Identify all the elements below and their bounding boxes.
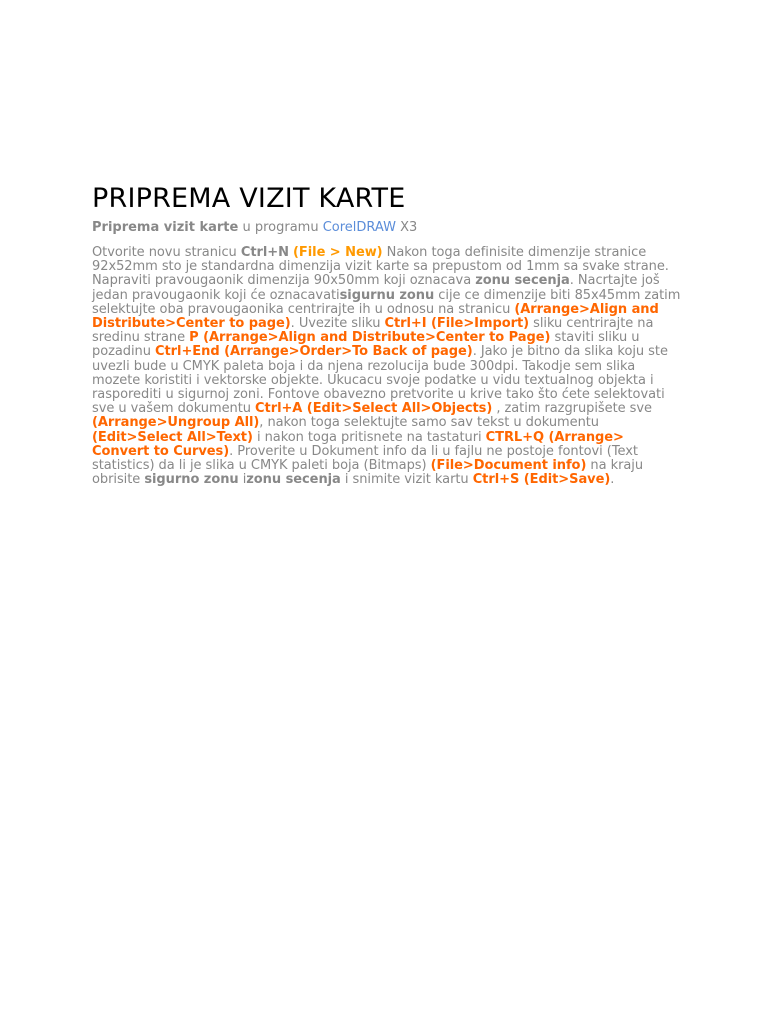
subtitle-mid: u programu [238,220,323,235]
body-text-run: Otvorite novu stranicu [92,245,241,260]
body-text-run: i snimite vizit kartu [340,472,473,488]
coreldraw-link[interactable]: CorelDRAW [322,220,396,235]
shortcut-highlight: Ctrl+End (Arrange>Order>To Back of page) [155,344,473,360]
body-paragraph [92,246,682,487]
document-page [92,181,682,487]
shortcut-highlight: Ctrl+I (File>Import) [384,316,530,332]
subtitle-bold: Priprema vizit karte [92,220,239,235]
body-text-run: staviti sliku u pozadinu [92,330,640,360]
shortcut-highlight: (Arrange>Ungroup All) [92,415,260,431]
body-text-run: . Jako je bitno da slika koju ste uvezli bude u CMYK paleta boja i da njena rezolucija bude 300dpi. Takodje sem slika mozete koristiti i vektorske objekte. Ukucacu svoje podatke u vidu textualnog objekta i rasporediti u sigurnoj zoni. Fontove obavezno pretvorite u krive tako što ćete selektovati sve u vašem dokumentu [92,344,668,417]
page-title: PRIPREMA VIZIT KARTE [92,183,406,214]
bold-text: zonu secenja [475,273,570,289]
bold-text: Ctrl+N [240,245,289,260]
body-text-run: . Uvezite sliku [290,316,385,332]
subtitle-end: X3 [395,220,418,235]
shortcut-highlight: (Edit>Select All>Text) [92,429,253,445]
body-text-run: . Nacrtajte još jedan pravougaonik koji će oznacavati [92,273,660,303]
shortcut-highlight: P (Arrange>Align and Distribute>Center to Page) [189,330,551,346]
body-text-run: i nakon toga pritisnete na tastaturi [252,429,486,445]
body-text-run: , zatim razgrupišete sve [492,401,652,417]
bold-text: sigurno zonu [144,472,239,488]
bold-text: zonu secenja [246,472,341,488]
body-text-run: Nakon toga definisite dimenzije stranice 92x52mm sto je standardna dimenzija vizit karte sa prepustom od 1mm sa svake strane. Napraviti pravougaonik dimenzija 90x50mm koji oznacava [92,245,669,289]
shortcut-highlight: (Arrange>Align and Distribute>Center to page) [92,301,659,332]
body-text-run: . Proverite u Dokument info da li u fajlu ne postoje fontovi (Text statistics) da li je slika u CMYK paleti boja (Bitmaps) [92,443,638,474]
body-text-run: cije ce dimenzije biti 85x45mm zatim selektujte oba pravougaonika centrirajte ih u odnosu na stranicu [92,287,681,317]
shortcut-highlight: Ctrl+S (Edit>Save) [472,472,611,488]
shortcut-highlight: (File > New) [293,245,383,260]
body-text-run: i [238,472,247,488]
shortcut-highlight: Ctrl+A (Edit>Select All>Objects) [255,401,493,417]
subtitle [92,220,682,236]
shortcut-highlight: (File>Document info) [430,458,587,474]
body-text-run: na kraju obrisite [92,458,644,488]
body-text-run: sliku centrirajte na sredinu strane [92,316,654,346]
body-text-run: , nakon toga selektujte samo sav tekst u dokumentu [259,415,599,431]
shortcut-highlight: CTRL+Q (Arrange> Convert to Curves) [92,429,624,459]
bold-text: sigurnu zonu [339,287,435,303]
body-text-run: . [610,472,615,488]
